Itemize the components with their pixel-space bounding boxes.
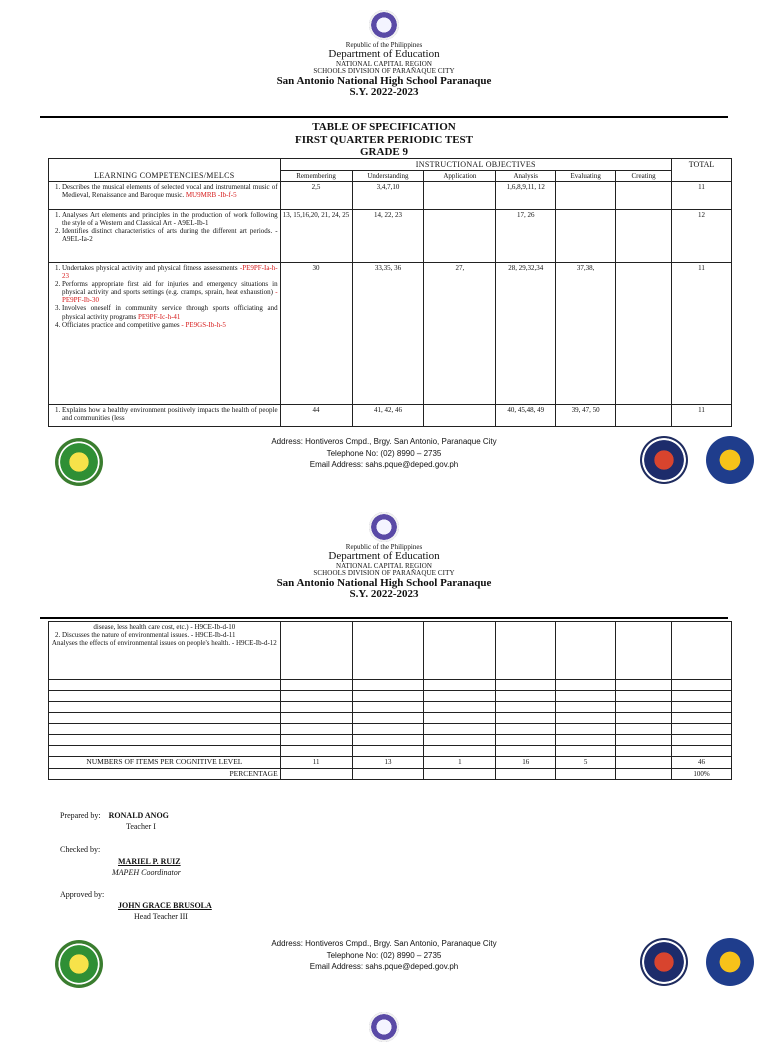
cell-analysis: 1,6,8,9,11, 12	[496, 182, 556, 210]
level-evaluating: Evaluating	[556, 171, 616, 182]
school-name: San Antonio National High School Paranaque	[276, 576, 492, 589]
republic-line: Republic of the Philippines	[345, 41, 423, 49]
cell-application	[424, 405, 496, 427]
cell-evaluating: 39, 47, 50	[556, 405, 616, 427]
footer-address: Address: Hontiveros Cmpd., Brgy. San Antonio, Paranaque City	[271, 939, 497, 948]
prepared-title: Teacher I	[126, 822, 156, 831]
items-analysis: 16	[496, 757, 556, 769]
competency-text: Involves oneself in community service through sports officiating and physical activity programs	[62, 304, 278, 321]
cell-creating	[616, 182, 672, 210]
percentage-total: 100%	[672, 768, 732, 780]
title-line-3: GRADE 9	[360, 146, 408, 159]
items-remembering: 11	[280, 757, 352, 769]
competency-text: 1. Analyses Art elements and principles in the production of work following the style of a Western and Classical Art - A9EL-Ib-1	[62, 211, 278, 227]
percentage-row	[49, 768, 732, 780]
table-row	[49, 622, 732, 680]
objectives-header: INSTRUCTIONAL OBJECTIVES	[280, 159, 671, 171]
footer-address: Address: Hontiveros Cmpd., Brgy. San Antonio, Paranaque City	[271, 437, 497, 446]
department-line: Department of Education	[328, 48, 440, 61]
tos-table-page-1	[48, 158, 732, 427]
cell-understanding: 14, 22, 23	[352, 210, 424, 263]
competency-cell	[49, 263, 281, 405]
cell-analysis: 17, 26	[496, 210, 556, 263]
competency-text: Undertakes physical activity and physical fitness assessments	[62, 264, 238, 273]
deped-logo-icon	[706, 436, 754, 484]
competency-code: -PE9PF-Ia-h-23	[62, 264, 278, 281]
checked-label: Checked by:	[60, 845, 101, 854]
cell-application: 27,	[424, 263, 496, 405]
document-title	[0, 121, 768, 159]
footer-telephone: Telephone No: (02) 8990 – 2735	[326, 950, 442, 960]
school-logo-icon	[55, 438, 103, 486]
school-name: San Antonio National High School Paranaque	[276, 74, 492, 87]
competency-cell	[49, 405, 281, 427]
deped-logo-icon	[706, 938, 754, 986]
competency-text: Describes the musical elements of selected vocal and instrumental music of Medieval, Renaissance and Baroque music.	[62, 183, 278, 200]
percentage-label: PERCENTAGE	[49, 768, 281, 780]
school-year: S.Y. 2022-2023	[349, 86, 419, 99]
competency-cell	[49, 622, 281, 680]
competency-text: 2. Identifies distinct characteristics of arts during the different art periods. - A9EL-Ia-2	[62, 227, 278, 243]
competency-text: 2. Discusses the nature of environmental issues. - H9CE-Ib-d-11	[62, 631, 278, 639]
items-evaluating: 5	[556, 757, 616, 769]
items-total: 46	[672, 757, 732, 769]
cell-total: 11	[672, 405, 732, 427]
cell-creating	[616, 263, 672, 405]
deped-seal-icon	[369, 512, 399, 542]
footer-page-2	[0, 938, 768, 994]
competency-text: 1. Explains how a healthy environment positively impacts the health of people and communities (less	[62, 406, 278, 422]
competency-code: MU9MRB -Ib-f-5	[185, 191, 237, 200]
competency-text: disease, less health care cost, etc.) - H9CE-Ib-d-10	[93, 623, 236, 631]
cell-evaluating	[556, 182, 616, 210]
footer-telephone: Telephone No: (02) 8990 – 2735	[326, 448, 442, 458]
cell-total: 11	[672, 263, 732, 405]
approved-name: JOHN GRACE BRUSOLA	[118, 901, 212, 910]
department-line: Department of Education	[328, 550, 440, 563]
title-line-1: TABLE OF SPECIFICATION	[312, 121, 456, 133]
cell-total: 12	[672, 210, 732, 263]
republic-line: Republic of the Philippines	[345, 543, 423, 551]
items-per-level-row	[49, 757, 732, 769]
prepared-by	[60, 811, 169, 820]
items-creating	[616, 757, 672, 769]
school-year: S.Y. 2022-2023	[349, 588, 419, 601]
tos-table-page-2	[48, 621, 732, 780]
footer-email: Email Address: sahs.pque@deped.gov.ph	[309, 962, 459, 972]
footer-contact	[200, 436, 568, 471]
cell-creating	[616, 210, 672, 263]
title-line-2: FIRST QUARTER PERIODIC TEST	[294, 133, 473, 146]
items-per-level-label: NUMBERS OF ITEMS PER COGNITIVE LEVEL	[49, 757, 281, 769]
approved-label: Approved by:	[60, 890, 105, 899]
items-understanding: 13	[352, 757, 424, 769]
cell-remembering: 30	[280, 263, 352, 405]
table-row	[49, 210, 732, 263]
page-2	[0, 512, 768, 601]
competencies-header: LEARNING COMPETENCIES/MELCS	[49, 159, 281, 182]
cell-understanding: 41, 42, 46	[352, 405, 424, 427]
cell-application	[424, 210, 496, 263]
region-line: NATIONAL CAPITAL REGION	[335, 561, 433, 570]
approved-title: Head Teacher III	[134, 912, 188, 921]
division-line: SCHOOLS DIVISION OF PARAÑAQUE CITY	[313, 569, 455, 578]
cell-evaluating: 37,38,	[556, 263, 616, 405]
cell-remembering: 44	[280, 405, 352, 427]
checked-name: MARIEL P. RUIZ	[118, 857, 181, 866]
competency-cell	[49, 182, 281, 210]
competency-cell	[49, 210, 281, 263]
footer-page-1	[0, 436, 768, 492]
cell-analysis: 40, 45,48, 49	[496, 405, 556, 427]
header-rule	[40, 617, 728, 619]
region-line: NATIONAL CAPITAL REGION	[335, 59, 433, 68]
cell-remembering: 13, 15,16,20, 21, 24, 25	[280, 210, 352, 263]
level-remembering: Remembering	[280, 171, 352, 182]
page-1	[0, 10, 768, 99]
level-understanding: Understanding	[352, 171, 424, 182]
letterhead	[0, 512, 768, 601]
table-row	[49, 182, 732, 210]
cell-creating	[616, 405, 672, 427]
cell-evaluating	[556, 210, 616, 263]
level-application: Application	[424, 171, 496, 182]
competency-text: Analyses the effects of environmental issues on people's health. - H9CE-Ib-d-12	[51, 639, 277, 648]
competency-code: -PE9PF-Ib-30	[62, 288, 278, 305]
prepared-name: RONALD ANOG	[108, 811, 169, 820]
level-creating: Creating	[616, 171, 672, 182]
competency-code: PE9PF-Ic-h-41	[138, 312, 181, 321]
total-header: TOTAL	[672, 159, 732, 182]
cell-understanding: 3,4,7,10	[352, 182, 424, 210]
letterhead	[0, 10, 768, 99]
cell-understanding: 33,35, 36	[352, 263, 424, 405]
deped-seal-icon	[369, 10, 399, 40]
level-analysis: Analysis	[496, 171, 556, 182]
table-row	[49, 405, 732, 427]
table-row	[49, 263, 732, 405]
footer-email: Email Address: sahs.pque@deped.gov.ph	[309, 460, 459, 470]
city-seal-icon	[640, 938, 688, 986]
cell-total: 11	[672, 182, 732, 210]
prepared-label: Prepared by:	[60, 811, 101, 820]
city-seal-icon	[640, 436, 688, 484]
division-line: SCHOOLS DIVISION OF PARAÑAQUE CITY	[313, 67, 455, 76]
school-logo-icon	[55, 940, 103, 988]
footer-contact	[200, 938, 568, 973]
deped-seal-icon	[369, 1012, 399, 1042]
header-rule	[40, 116, 728, 118]
items-application: 1	[424, 757, 496, 769]
cell-application	[424, 182, 496, 210]
cell-analysis: 28, 29,32,34	[496, 263, 556, 405]
checked-title: MAPEH Coordinator	[112, 868, 181, 877]
cell-remembering: 2,5	[280, 182, 352, 210]
competency-text: Performs appropriate first aid for injuries and emergency situations in physical activity and sports settings (e.g. cramps, sprain, heat exhaustion)	[62, 280, 278, 297]
competency-code: - PE9GS-Ib-h-5	[181, 320, 226, 329]
competency-text: Officiates practice and competitive games	[62, 320, 180, 329]
